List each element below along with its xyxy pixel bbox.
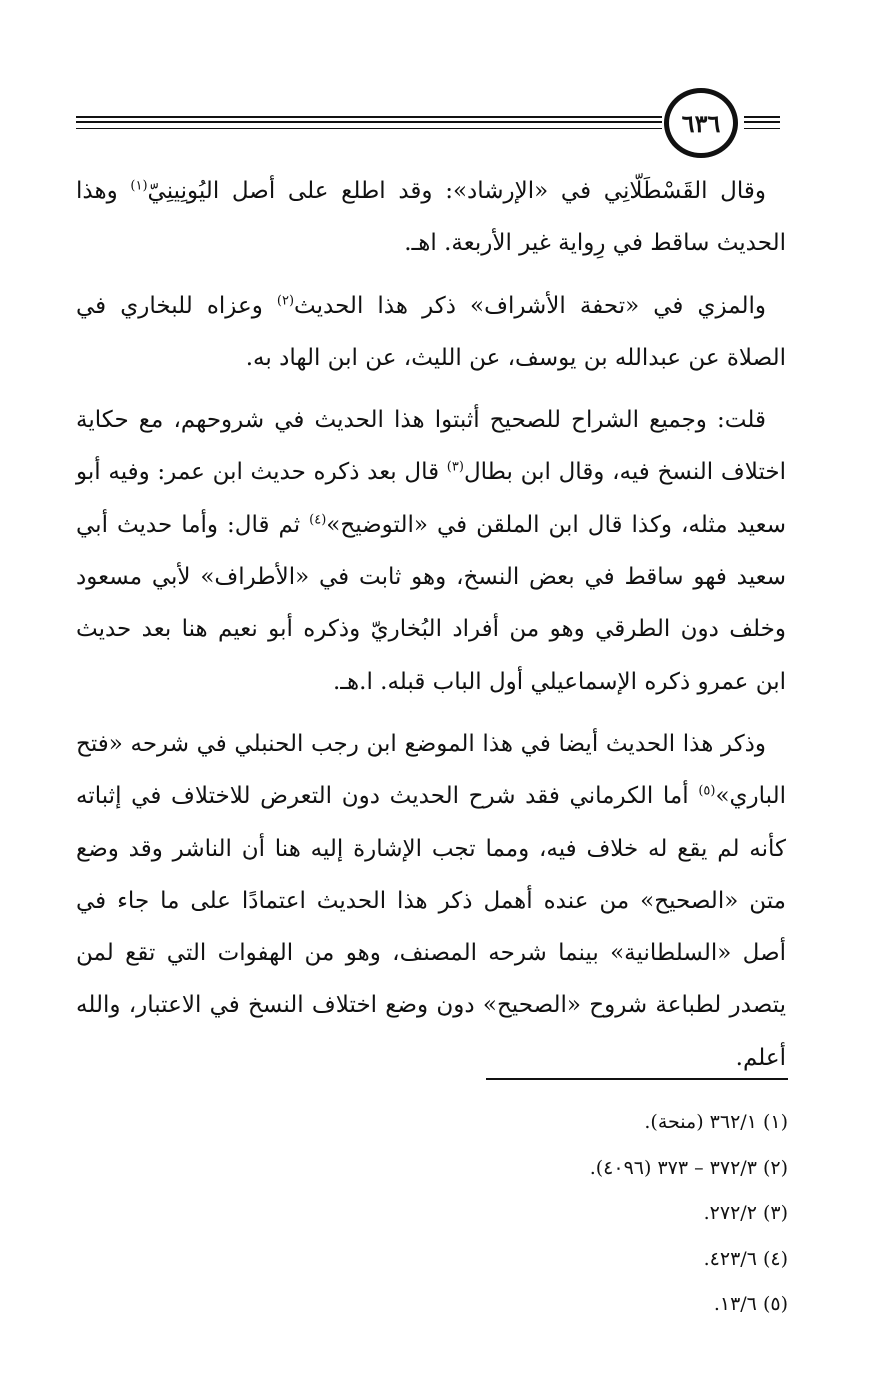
paragraph-text: ثم قال: وأما حديث أبي سعيد فهو ساقط في بعض النسخ، وهو ثابت في «الأطراف» لأبي مسعود وخلف دون الطرقي وهو من أفراد البُخاريّ وذكره أبو نعيم هنا بعد حديث ابن عمرو ذكره الإسماعيلي أول الباب قبله. ا.هـ. <box>76 511 786 695</box>
body-text <box>76 165 786 1094</box>
header-rule <box>744 116 780 118</box>
footnote-ref: (٥) <box>698 783 716 799</box>
paragraph-text: قلت: وجميع الشراح للصحيح أثبتوا هذا الحديث في شروحهم، مع حكاية اختلاف النسخ فيه، وقال ابن بطال <box>76 407 786 486</box>
header-rule <box>744 121 780 123</box>
footnote-3: (٣) ٢٧٢/٢. <box>703 1202 788 1224</box>
footnotes <box>288 1100 788 1328</box>
footnote-ref: (٤) <box>309 512 327 528</box>
paragraph-text: وقال القَسْطَلّانِي في «الإرشاد»: وقد اطلع على أصل اليُونِينِيّ <box>147 178 766 204</box>
footnote-5: (٥) ١٣/٦. <box>713 1293 788 1315</box>
footnote-2: (٢) ٣٧٢/٣ – ٣٧٣ (٤٠٩٦). <box>589 1156 788 1179</box>
paragraph-text: والمزي في «تحفة الأشراف» ذكر هذا الحديث <box>294 292 766 319</box>
footnote-ref: (٢) <box>276 292 295 308</box>
paragraph-text: قال بعد ذكره حديث ابن عمر: وفيه أبو سعيد مثله، وكذا قال ابن الملقن في «التوضيح» <box>76 459 786 538</box>
paragraph-text: وذكر هذا الحديث أيضا في هذا الموضع ابن رجب الحنبلي في شرحه «فتح الباري» <box>76 730 786 810</box>
header-rule <box>76 116 662 118</box>
footnote-ref: (١) <box>130 178 148 194</box>
paragraph-1 <box>76 165 786 270</box>
header-rule <box>76 128 662 129</box>
footnote-separator <box>486 1078 788 1080</box>
paragraph-4 <box>76 718 786 1084</box>
page-header <box>76 88 780 158</box>
paragraph-3 <box>76 394 786 708</box>
footnote-4: (٤) ٤٢٣/٦. <box>703 1247 788 1270</box>
paragraph-text: وعزاه للبخاري في الصلاة عن عبدالله بن يوسف، عن الليث، عن ابن الهاد به. <box>76 292 786 371</box>
paragraph-text: وهذا الحديث ساقط في رِواية غير الأربعة. اهـ. <box>76 178 786 257</box>
header-rule <box>744 128 780 129</box>
paragraph-text: أما الكرماني فقد شرح الحديث دون التعرض للاختلاف في إثباته كأنه لم يقع له خلاف فيه، ومما تجب الإشارة إليه هنا أن الناشر وقد وضع متن «الصحيح» من عنده أهمل ذكر هذا الحديث اعتمادًا على ما جاء في أصل «السلطانية» بينما شرحه المصنف، وهو من الهفوات التي تقع لمن يتصدر لطباعة شروح «الصحيح» دون وضع اختلاف النسخ في الاعتبار، والله أعلم. <box>76 783 786 1071</box>
page-number: ٦٣٦ <box>664 88 738 158</box>
footnote-ref: (٣) <box>446 459 464 475</box>
header-rule <box>76 121 662 123</box>
paragraph-2 <box>76 280 786 385</box>
footnote-1: (١) ٣٦٢/١ (منحة). <box>644 1111 788 1133</box>
